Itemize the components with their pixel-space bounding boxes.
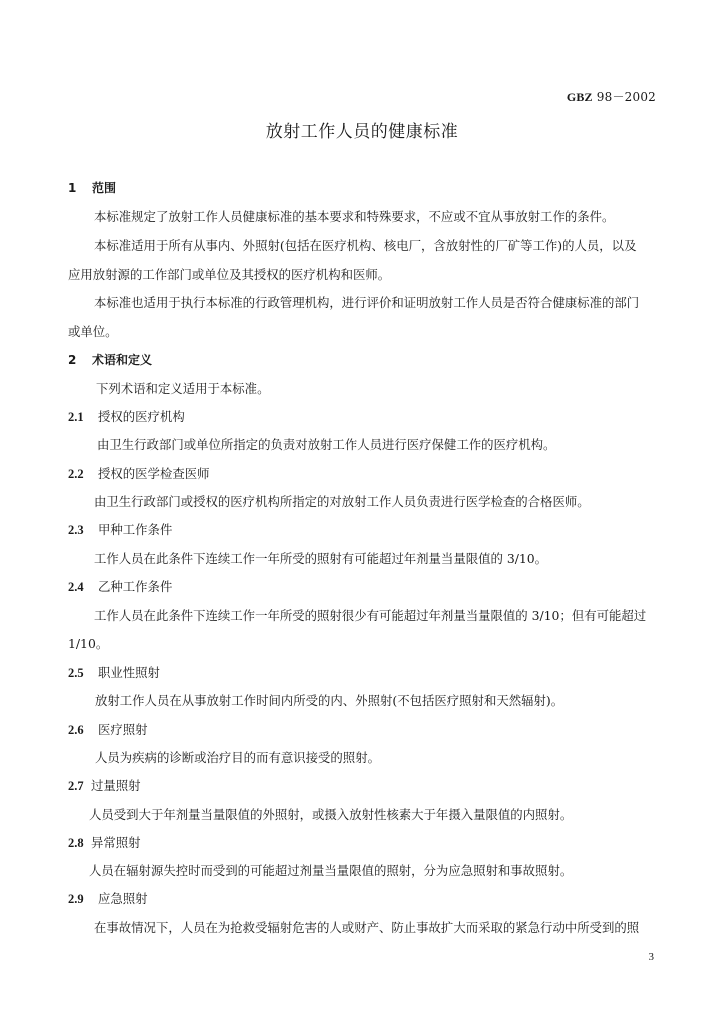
section-2-number: 2 [68, 353, 77, 367]
section-1-paragraph-2: 本标准适用于所有从事内、外照射(包括在医疗机构、核电厂，含放射性的厂矿等工作)的人员，以及 [94, 238, 637, 253]
section-2-heading [68, 351, 152, 369]
term-2-8-title: 异常照射 [91, 835, 141, 850]
term-2-1-number: 2.1 [68, 410, 84, 424]
term-2-1-heading [68, 408, 185, 426]
term-2-3-number: 2.3 [68, 523, 84, 537]
term-2-4-number: 2.4 [68, 580, 84, 594]
term-2-2-number: 2.2 [68, 467, 84, 481]
term-2-5-title: 职业性照射 [98, 665, 160, 680]
section-1-paragraph-2-cont: 应用放射源的工作部门或单位及其授权的医疗机构和医师。 [68, 267, 391, 282]
term-2-6-title: 医疗照射 [98, 722, 148, 737]
term-2-7-title: 过量照射 [91, 778, 141, 793]
section-2-intro: 下列术语和定义适用于本标准。 [96, 381, 270, 396]
term-2-4-definition-cont: 1/10。 [68, 636, 109, 651]
term-2-5-definition: 放射工作人员在从事放射工作时间内所受的内、外照射(不包括医疗照射和天然辐射)。 [95, 693, 564, 708]
section-1-heading [68, 179, 116, 197]
section-1-title: 范围 [92, 181, 117, 195]
term-2-5-number: 2.5 [68, 666, 84, 680]
term-2-7-heading [68, 777, 141, 795]
term-2-9-definition: 在事故情况下，人员在为抢救受辐射危害的人或财产、防止事故扩大而采取的紧急行动中所受到的照 [94, 920, 640, 935]
term-2-9-heading [68, 890, 148, 908]
term-2-6-heading [68, 721, 148, 739]
term-2-8-definition: 人员在辐射源失控时而受到的可能超过剂量当量限值的照射，分为应急照射和事故照射。 [89, 863, 573, 878]
section-1-paragraph-3-cont: 或单位。 [68, 324, 118, 339]
section-1-paragraph-3: 本标准也适用于执行本标准的行政管理机构，进行评价和证明放射工作人员是否符合健康标准的部门 [94, 295, 640, 310]
document-title: 放射工作人员的健康标准 [265, 122, 459, 142]
page-number: 3 [648, 951, 654, 963]
term-2-9-number: 2.9 [68, 892, 84, 906]
term-2-1-definition: 由卫生行政部门或单位所指定的负责对放射工作人员进行医疗保健工作的医疗机构。 [97, 437, 556, 452]
term-2-2-title: 授权的医学检查医师 [98, 466, 210, 481]
term-2-4-title: 乙种工作条件 [98, 579, 173, 594]
standard-code-prefix: GBZ [566, 90, 593, 104]
term-2-3-definition: 工作人员在此条件下连续工作一年所受的照射有可能超过年剂量当量限值的 3/10。 [94, 551, 548, 566]
term-2-2-heading [68, 465, 210, 483]
section-1-paragraph-1: 本标准规定了放射工作人员健康标准的基本要求和特殊要求，不应或不宜从事放射工作的条件。 [94, 209, 615, 224]
term-2-3-heading [68, 521, 172, 539]
section-2-title: 术语和定义 [92, 353, 153, 367]
term-2-7-definition: 人员受到大于年剂量当量限值的外照射，或摄入放射性核素大于年摄入量限值的内照射。 [89, 807, 573, 822]
section-1-number: 1 [68, 181, 77, 195]
standard-code-number: 98－2002 [592, 90, 656, 104]
standard-code [567, 88, 656, 105]
term-2-4-definition: 工作人员在此条件下连续工作一年所受的照射很少有可能超过年剂量当量限值的 3/10；但有可能超过 [94, 608, 647, 623]
term-2-2-definition: 由卫生行政部门或授权的医疗机构所指定的对放射工作人员负责进行医学检查的合格医师。 [94, 494, 590, 509]
term-2-5-heading [68, 664, 160, 682]
term-2-6-number: 2.6 [68, 723, 84, 737]
term-2-8-number: 2.8 [68, 836, 84, 850]
term-2-9-title: 应急照射 [98, 891, 148, 906]
term-2-4-heading [68, 578, 172, 596]
term-2-1-title: 授权的医疗机构 [98, 409, 185, 424]
term-2-8-heading [68, 834, 141, 852]
term-2-7-number: 2.7 [68, 779, 84, 793]
term-2-6-definition: 人员为疾病的诊断或治疗目的而有意识接受的照射。 [95, 750, 380, 765]
term-2-3-title: 甲种工作条件 [98, 522, 173, 537]
